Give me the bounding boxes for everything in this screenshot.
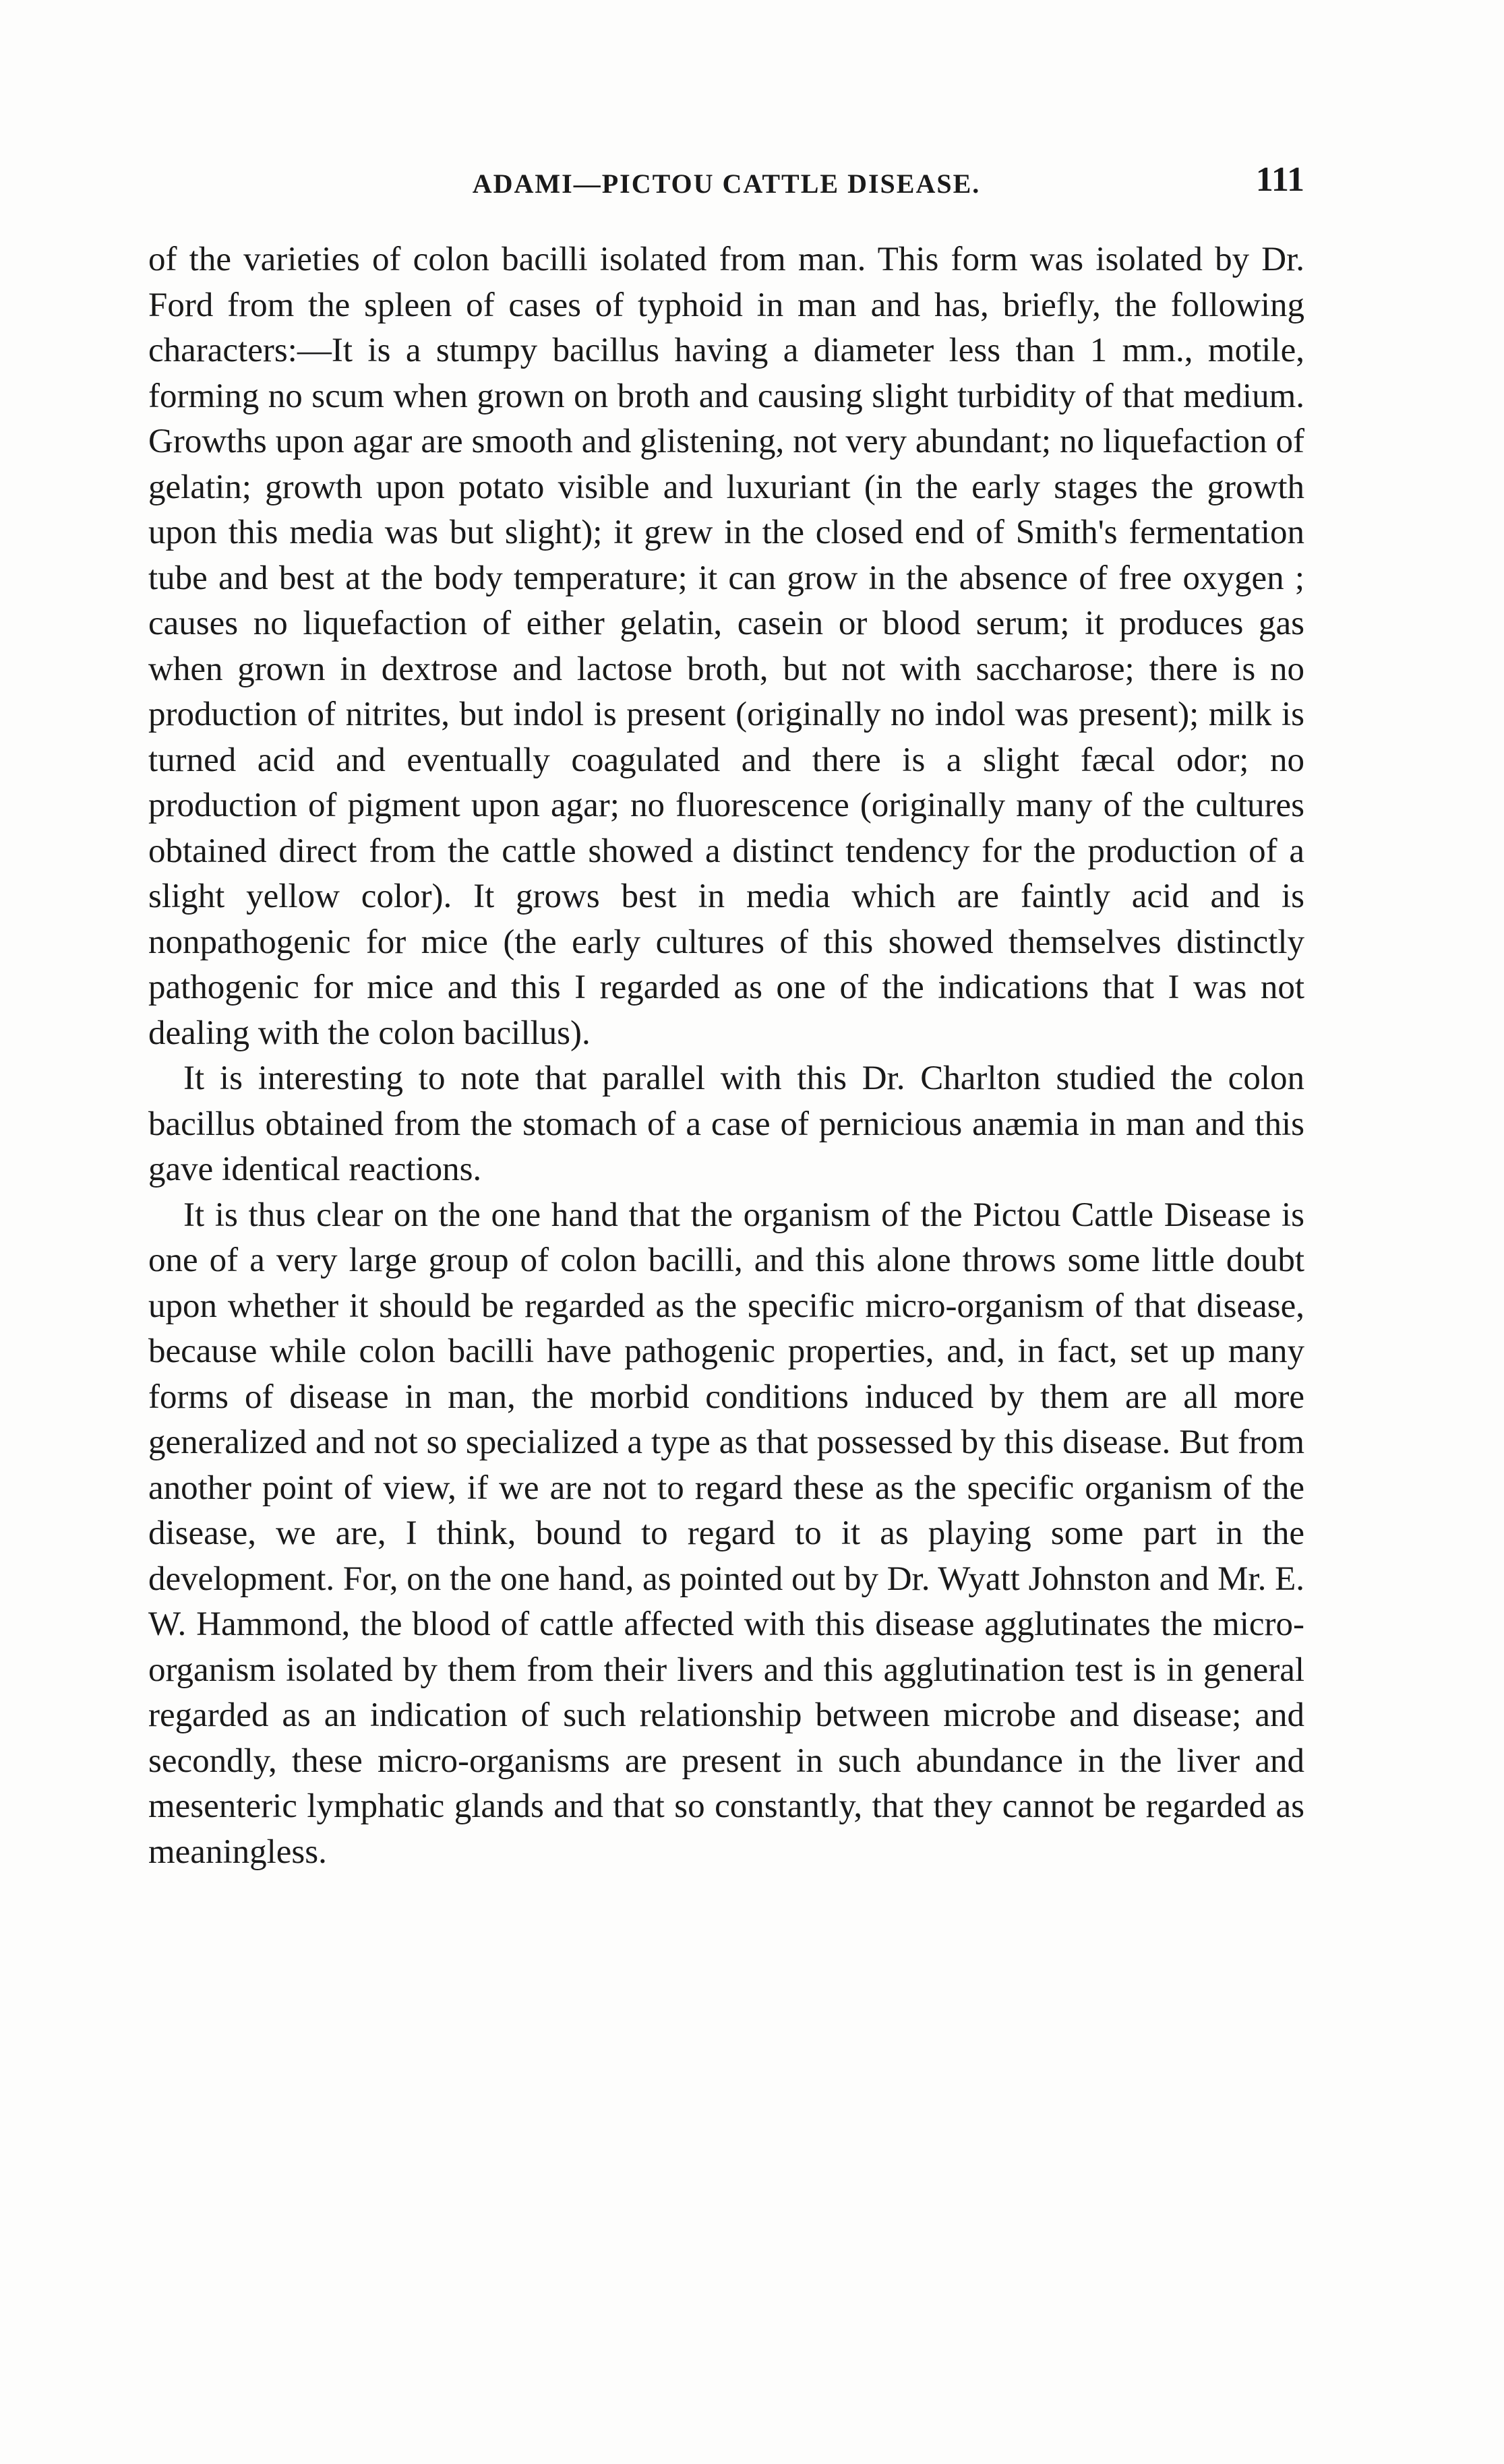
paragraph-conclusion: It is thus clear on the one hand that the organism of the Pictou Cattle Disease is one of a very large group of colon bacilli, and this alone throws some little doubt upon whether it should be regarded as the specific micro-organism of that disease, because while colon bacilli have pathogenic properties, and, in fact, set up many forms of disease in man, the morbid conditions induced by them are all more generalized and not so specialized a type as that possessed by this disease. But from another point of view, if we are not to regard these as the specific organism of the disease, we are, I think, bound to regard to it as playing some part in the development. For, on the one hand, as pointed out by Dr. Wyatt Johnston and Mr. E. W. Hammond, the blood of cattle affected with this disease agglutinates the micro-organism isolated by them from their livers and this agglutination test is in general regarded as an indication of such relationship between microbe and disease; and secondly, these micro-organisms are present in such abundance in the liver and mesenteric lymphatic glands and that so constantly, that they cannot be regarded as meaningless. [148, 1196, 1304, 1871]
page-header [148, 160, 1304, 208]
running-head: ADAMI—PICTOU CATTLE DISEASE. [472, 168, 981, 199]
paragraph-continued: of the varieties of colon bacilli isolated from man. This form was isolated by Dr. Ford from the spleen of cases of typhoid in man and has, briefly, the following characters:—It is a stumpy bacillus having a diameter less than 1 mm., motile, forming no scum when grown on broth and causing slight turbidity of that medium. Growths upon agar are smooth and glistening, not very abundant; no liquefaction of gelatin; growth upon potato visible and luxuriant (in the early stages the growth upon this media was but slight); it grew in the closed end of Smith's fermentation tube and best at the body temperature; it can grow in the absence of free oxygen ; causes no liquefaction of either gelatin, casein or blood serum; it produces gas when grown in dextrose and lactose broth, but not with saccharose; there is no production of nitrites, but indol is present (originally no indol was present); milk is turned acid and eventually coagulated and there is a slight fæcal odor; no production of pigment upon agar; no fluorescence (originally many of the cultures obtained direct from the cattle showed a distinct tendency for the production of a slight yellow color). It grows best in media which are faintly acid and is nonpathogenic for mice (the early cultures of this showed themselves distinctly pathogenic for mice and this I regarded as one of the indications that I was not dealing with the colon bacillus). [148, 241, 1304, 1052]
page-number: 111 [1255, 160, 1304, 199]
body-text [148, 237, 1304, 1875]
paragraph-charlton: It is interesting to note that parallel with this Dr. Charlton studied the colon bacillus obtained from the stomach of a case of pernicious anæmia in man and this gave identical reactions. [148, 1059, 1304, 1188]
